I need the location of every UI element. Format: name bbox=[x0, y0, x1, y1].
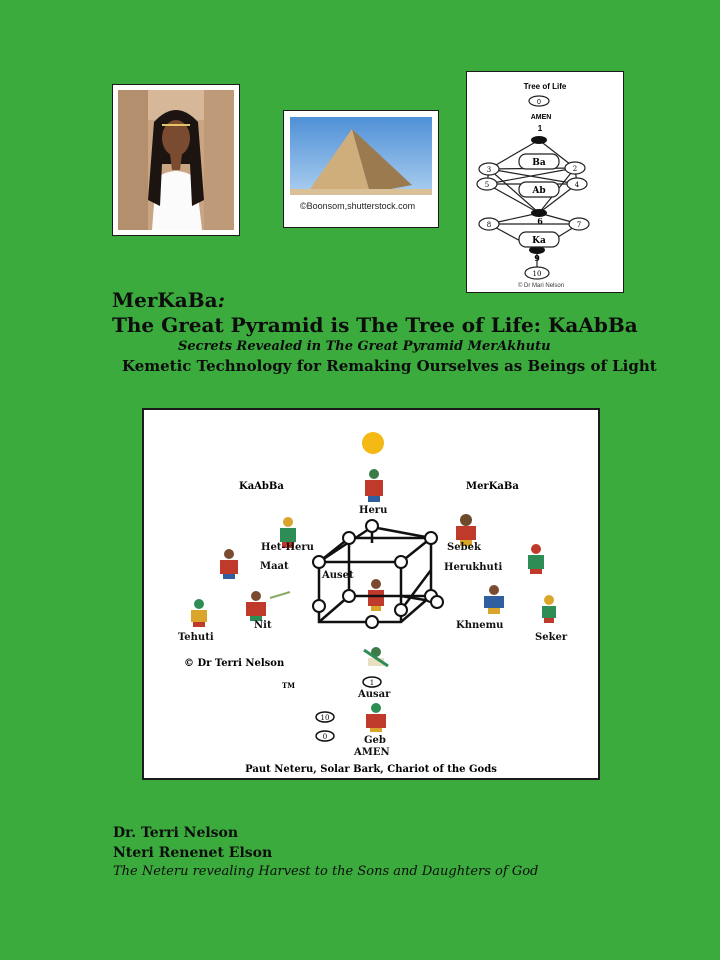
label-tehuti: Tehuti bbox=[178, 632, 214, 643]
geb-figure bbox=[366, 703, 386, 732]
seker-figure bbox=[542, 595, 556, 623]
tree-center-ba: Ba bbox=[532, 158, 546, 168]
dedication-line: The Neteru revealing Harvest to the Sons and Daughters of God bbox=[113, 864, 539, 879]
book-subtitle: Secrets Revealed in The Great Pyramid MerAkhutu bbox=[178, 339, 551, 354]
tree-center-ab: Ab bbox=[532, 186, 546, 196]
label-heru: Heru bbox=[359, 505, 388, 516]
svg-text:9: 9 bbox=[534, 253, 540, 263]
pyramid-photo-frame bbox=[283, 110, 439, 228]
svg-text:0: 0 bbox=[322, 733, 328, 741]
svg-text:2: 2 bbox=[572, 165, 578, 173]
tree-node-1 bbox=[531, 136, 547, 144]
svg-text:6: 6 bbox=[537, 216, 543, 226]
maat-figure bbox=[220, 549, 238, 579]
tree-of-life-panel bbox=[466, 71, 624, 293]
label-sebek: Sebek bbox=[447, 542, 481, 553]
merkaba-heading: MerKaBa bbox=[466, 481, 519, 492]
photo-credit: ©Boonsom,shutterstock.com bbox=[300, 201, 416, 211]
svg-text:10: 10 bbox=[532, 270, 542, 278]
book-title-line2: The Great Pyramid is The Tree of Life: KaAbBa bbox=[112, 313, 638, 337]
kaabba-heading: KaAbBa bbox=[239, 481, 284, 492]
diagram-caption: Paut Neteru, Solar Bark, Chariot of the Gods bbox=[245, 764, 497, 775]
label-khnemu: Khnemu bbox=[456, 620, 504, 631]
svg-text:10: 10 bbox=[320, 714, 330, 722]
label-nit: Nit bbox=[254, 620, 272, 631]
title-block bbox=[112, 288, 672, 376]
svg-text:1: 1 bbox=[369, 679, 375, 687]
author-name-1: Dr. Terri Nelson bbox=[113, 825, 239, 841]
trademark: TM bbox=[282, 681, 295, 690]
svg-text:3: 3 bbox=[486, 166, 492, 174]
label-auset: Auset bbox=[322, 570, 354, 581]
herukhuti-figure bbox=[528, 544, 544, 574]
tehuti-figure bbox=[191, 599, 207, 627]
nit-figure bbox=[246, 591, 290, 621]
tree-of-life-diagram bbox=[467, 72, 622, 291]
tree-title: Tree of Life bbox=[523, 82, 567, 91]
khnemu-figure bbox=[484, 585, 504, 614]
label-maat: Maat bbox=[260, 561, 289, 572]
sun-icon bbox=[362, 432, 384, 454]
authors-block bbox=[113, 823, 673, 881]
tree-center-ka: Ka bbox=[532, 236, 546, 246]
svg-text:5: 5 bbox=[484, 181, 490, 189]
svg-text:1: 1 bbox=[537, 124, 543, 133]
label-ausar: Ausar bbox=[358, 689, 391, 700]
label-het-heru: Het-Heru bbox=[261, 542, 314, 553]
label-seker: Seker bbox=[535, 632, 568, 643]
author-name-2: Nteri Renenet Elson bbox=[113, 845, 273, 861]
diagram-copyright: © Dr Terri Nelson bbox=[184, 658, 285, 669]
book-tagline: Kemetic Technology for Remaking Ourselves as Beings of Light bbox=[122, 357, 657, 375]
merkaba-diagram-panel bbox=[142, 408, 600, 780]
svg-text:0: 0 bbox=[537, 99, 541, 106]
label-herukhuti: Herukhuti bbox=[444, 562, 503, 573]
author-photo-frame bbox=[112, 84, 240, 236]
label-geb: Geb bbox=[364, 735, 386, 746]
tree-amen-label: AMEN bbox=[530, 114, 552, 121]
author-photo bbox=[118, 90, 234, 230]
ausar-figure bbox=[364, 647, 388, 666]
merkaba-diagram bbox=[144, 410, 598, 778]
book-title: MerKaBa: bbox=[112, 288, 225, 312]
svg-text:7: 7 bbox=[576, 221, 582, 229]
svg-text:8: 8 bbox=[486, 221, 492, 229]
label-amen: AMEN bbox=[354, 747, 390, 758]
svg-text:4: 4 bbox=[574, 181, 580, 189]
heru-figure bbox=[365, 469, 383, 502]
pyramid-photo bbox=[290, 117, 432, 219]
tree-copyright: © Dr Mari Nelson bbox=[517, 283, 565, 289]
